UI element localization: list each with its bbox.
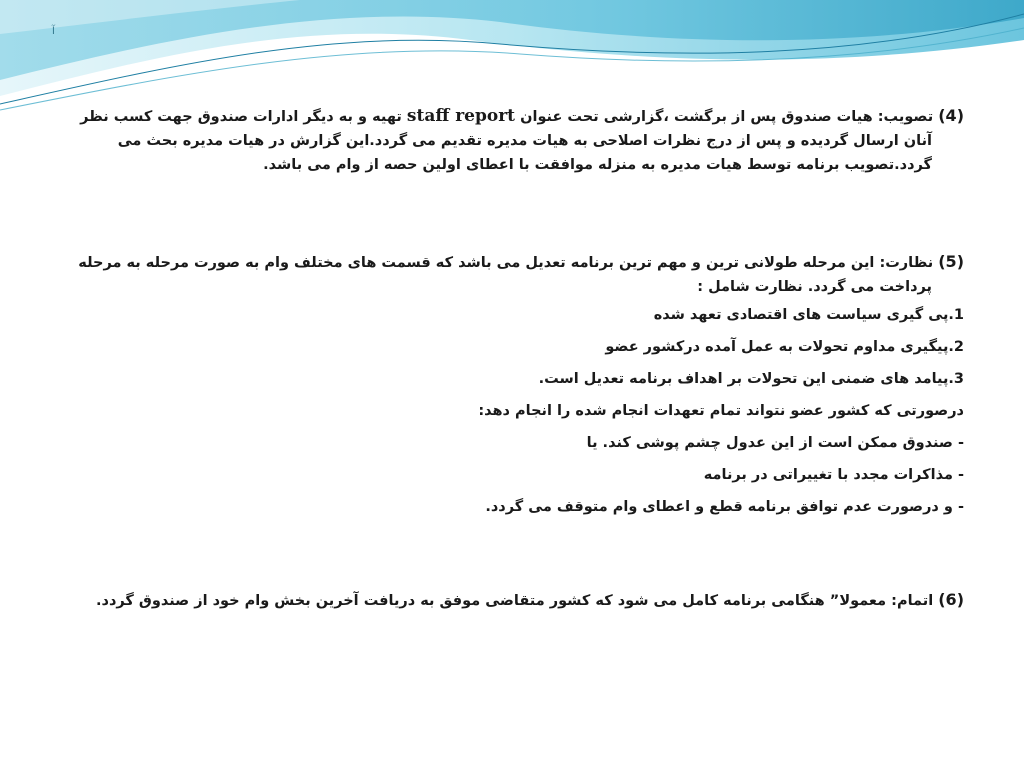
header-marker: آ (52, 26, 55, 37)
section-5-title: نظارت: (879, 255, 934, 271)
list-item: 3.پیامد های ضمنی این تحولات بر اهداف برنامه تعدیل است. (538, 371, 964, 387)
list-item: درصورتی که کشور عضو نتواند تمام تعهدات انجام شده را انجام دهد: (478, 403, 964, 419)
section-5-text: این مرحله طولانی ترین و مهم ترین برنامه تعدیل می باشد که قسمت های مختلف وام به صورت مرحله به مرحله پرداخت می گردد. نظارت شامل : (78, 255, 932, 295)
list-item: - صندوق ممکن است از این عدول چشم پوشی کند. یا (586, 435, 964, 451)
section-4-title: تصویب: (877, 109, 934, 125)
section-6-text: معمولا” هنگامی برنامه کامل می شود که کشور متقاضی موفق به دریافت آخرین بخش وام خود از صندوق گردد. (96, 593, 887, 609)
section-4-text-b: تهیه و به دیگر ادارات صندوق جهت کسب نظر آنان ارسال گردیده و پس از درج نظرات اصلاحی به هیات مدیره تقدیم می گردد.این گزارش در هیات مدیره بحث می گردد.تصویب برنامه توسط هیات مدیره به منزله موافقت با اعطای اولین حصه از وام می باشد. (80, 109, 932, 173)
list-item: - و درصورت عدم توافق برنامه قطع و اعطای وام متوقف می گردد. (485, 499, 964, 515)
section-6-paragraph (58, 588, 964, 613)
section-4-number: (4) (938, 106, 964, 125)
section-4-latin-term: staff report (406, 106, 516, 126)
section-5-paragraph (58, 250, 964, 299)
list-item: - مذاکرات مجدد با تغییراتی در برنامه (703, 467, 964, 483)
section-6-title: اتمام: (891, 593, 934, 609)
slide-content (58, 104, 964, 613)
list-item: 2.پیگیری مداوم تحولات به عمل آمده درکشور عضو (605, 339, 964, 355)
section-5-number: (5) (938, 252, 964, 271)
section-6-number: (6) (938, 590, 964, 609)
section-4-paragraph (58, 104, 964, 177)
header-wave-decoration (0, 0, 1024, 120)
section-4-text-a: هیات صندوق پس از برگشت ،گزارشی تحت عنوان (520, 109, 873, 125)
list-item: 1.پی گیری سیاست های اقتصادی تعهد شده (653, 307, 964, 323)
